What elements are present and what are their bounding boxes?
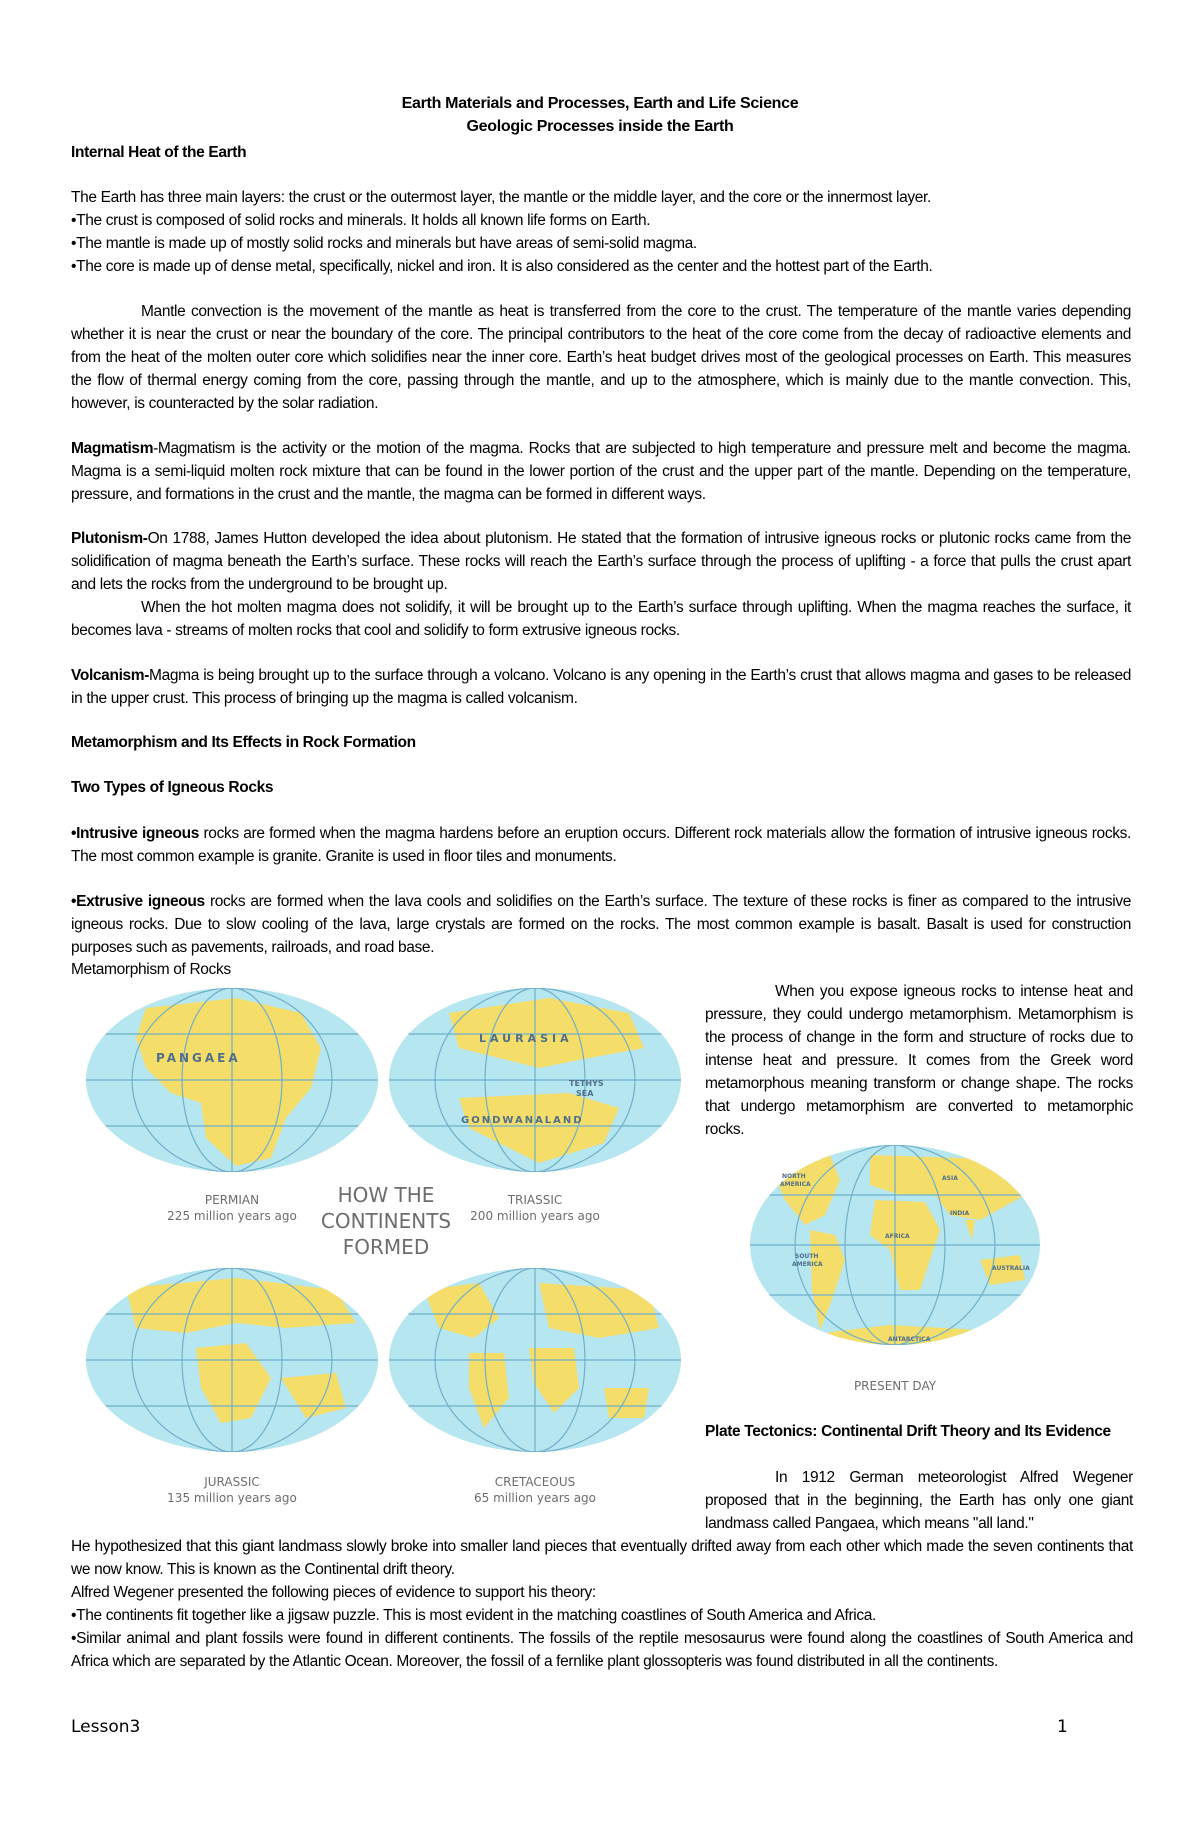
layers-intro: The Earth has three main layers: the crust or the outermost layer, the mantle or the middle layer, and the core or the innermost layer. [71, 189, 931, 206]
label-america-north: AMERICA [780, 1181, 811, 1188]
extrusive-term: •Extrusive igneous [71, 893, 205, 910]
evidence-jigsaw: •The continents fit together like a jigsaw puzzle. This is most evident in the matching coastlines of South America and Africa. [71, 1607, 877, 1624]
plutonism-text: On 1788, James Hutton developed the idea about plutonism. He stated that the formation of intrusive igneous rocks or plutonic rocks came from the solidification of magma beneath the Earth’s surface. These rocks will reach the Earth’s surface through the process of uplifting - a force that pulls the crust apart and lets the rocks from the underground to be brought up. [71, 530, 1131, 593]
label-pangaea: PANGAEA [156, 1051, 241, 1065]
label-laurasia: LAURASIA [479, 1032, 573, 1045]
label-tethys: TETHYS [569, 1079, 604, 1088]
volcanism-text: Magma is being brought up to the surface through a volcano. Volcano is any opening in the Earth’s crust that allows magma and gases to be released in the upper crust. This process of bringing up the magma is called volcanism. [71, 667, 1131, 707]
magmatism-text: -Magmatism is the activity or the motion of the magma. Rocks that are subjected to high temperature and pressure melt and become the magma. Magma is a semi-liquid molten rock mixture that can be found in the lower portion of the crust and the upper part of the mantle. Depending on the temperature, pressure, and formations in the crust and the mantle, the magma can be formed in different ways. [71, 440, 1131, 503]
document-title: Earth Materials and Processes, Earth and Life Science [401, 95, 799, 112]
figure-title-line-2: CONTINENTS [320, 1209, 452, 1233]
internal-heat-block [71, 186, 1136, 278]
label-india: INDIA [950, 1210, 970, 1217]
caption-permian-age: 225 million years ago [167, 1209, 297, 1223]
label-america-south: AMERICA [792, 1261, 823, 1268]
caption-triassic-age: 200 million years ago [470, 1209, 600, 1223]
map-permian [86, 988, 378, 1172]
caption-cretaceous-age: 65 million years ago [473, 1491, 597, 1505]
label-gondwanaland: GONDWANALAND [461, 1115, 584, 1126]
bullet-core: •The core is made up of dense metal, specifically, nickel and iron. It is also considered as the center and the hottest part of the Earth. [71, 258, 933, 275]
document-subtitle: Geologic Processes inside the Earth [466, 118, 734, 135]
tectonics-block [71, 1535, 1133, 1673]
continental-drift-hypothesis: He hypothesized that this giant landmass slowly broke into smaller land pieces that eventually drifted away from each other which made the seven continents that we now know. This is known as the Continental drift theory. [71, 1538, 1133, 1578]
magmatism-paragraph [71, 437, 1131, 506]
caption-present-day: PRESENT DAY [853, 1379, 937, 1393]
present-day-map [750, 1140, 1040, 1400]
mantle-convection-paragraph: Mantle convection is the movement of the mantle as heat is transferred from the core to the crust. The temperature of the mantle varies depending whether it is near the crust or near the boundary of the core. The principal contributors to the heat of the core come from the decay of radioactive elements and from the heat of the molten outer core which solidifies near the inner core. Earth’s heat budget drives most of the geological processes on Earth. This measures the flow of thermal energy coming from the core, passing through the mantle, and up to the atmosphere, which is mainly due to the mantle convection. This, however, is counteracted by the solar radiation. [71, 303, 1131, 412]
section-heading-metamorphism: Metamorphism and Its Effects in Rock Formation [71, 734, 416, 751]
caption-jurassic-age: 135 million years ago [167, 1491, 297, 1505]
label-south: SOUTH [795, 1253, 819, 1260]
label-asia: ASIA [942, 1175, 958, 1182]
map-jurassic [86, 1268, 378, 1452]
continents-figure [86, 978, 686, 1518]
metamorphism-paragraph: When you expose igneous rocks to intense heat and pressure, they could undergo metamorphism. Metamorphism is the process of change in the form and structure of rocks due to intense heat and pressure. It comes from the Greek word metamorphous meaning transform or change shape. The rocks that undergo metamorphism are converted to metamorphic rocks. [705, 983, 1133, 1138]
footer-page-number: 1 [1057, 1717, 1068, 1737]
plutonism-term: Plutonism- [71, 530, 148, 547]
metamorphism-of-rocks-label: Metamorphism of Rocks [71, 961, 231, 978]
bullet-mantle: •The mantle is made up of mostly solid rocks and minerals but have areas of semi-solid magma. [71, 235, 697, 252]
label-africa: AFRICA [885, 1233, 910, 1240]
footer-lesson: Lesson3 [71, 1717, 141, 1737]
figure-title-line-3: FORMED [342, 1235, 430, 1259]
label-australia: AUSTRALIA [992, 1265, 1030, 1272]
section-heading-internal-heat: Internal Heat of the Earth [71, 144, 247, 161]
caption-triassic: TRIASSIC [507, 1193, 563, 1207]
map-cretaceous [389, 1268, 681, 1452]
map-triassic [389, 988, 681, 1172]
intrusive-paragraph [71, 822, 1131, 868]
volcanism-paragraph [71, 664, 1131, 710]
evidence-intro: Alfred Wegener presented the following pieces of evidence to support his theory: [71, 1584, 596, 1601]
caption-permian: PERMIAN [204, 1193, 260, 1207]
caption-jurassic: JURASSIC [204, 1475, 260, 1489]
volcanism-term: Volcanism- [71, 667, 150, 684]
bullet-crust: •The crust is composed of solid rocks and minerals. It holds all known life forms on Earth. [71, 212, 651, 229]
plutonism-paragraph [71, 527, 1131, 596]
plutonism-paragraph-2: When the hot molten magma does not solidify, it will be brought up to the Earth’s surface through uplifting. When the magma reaches the surface, it becomes lava - streams of molten rocks that cool and solidify to form extrusive igneous rocks. [71, 599, 1131, 639]
extrusive-text: rocks are formed when the lava cools and solidifies on the Earth’s surface. The texture of these rocks is finer as compared to the intrusive igneous rocks. Due to slow cooling of the lava, large crystals are formed on the rocks. The most common example is basalt. Basalt is used for construction purposes such as pavements, railroads, and road base. [71, 893, 1131, 956]
magmatism-term: Magmatism [71, 440, 154, 457]
extrusive-paragraph [71, 890, 1131, 959]
label-antarctica: ANTARCTICA [888, 1336, 931, 1343]
label-north: NORTH [782, 1173, 806, 1180]
figure-title-line-1: HOW THE [337, 1183, 435, 1207]
tectonics-heading: Plate Tectonics: Continental Drift Theory and Its Evidence [705, 1423, 1111, 1440]
tectonics-intro: In 1912 German meteorologist Alfred Wegener proposed that in the beginning, the Earth has only one giant landmass called Pangaea, which means "all land." [705, 1469, 1133, 1532]
evidence-fossils: •Similar animal and plant fossils were found in different continents. The fossils of the reptile mesosaurus were found along the coastlines of South America and Africa which are separated by the Atlantic Ocean. Moreover, the fossil of a fernlike plant glossopteris was found distributed in all the continents. [71, 1630, 1133, 1670]
section-heading-igneous: Two Types of Igneous Rocks [71, 779, 274, 796]
caption-cretaceous: CRETACEOUS [494, 1475, 576, 1489]
intrusive-text: rocks are formed when the magma hardens before an eruption occurs. Different rock materials allow the formation of intrusive igneous rocks. The most common example is granite. Granite is used in floor tiles and monuments. [71, 825, 1131, 865]
label-sea: SEA [576, 1089, 594, 1098]
intrusive-term: •Intrusive igneous [71, 825, 199, 842]
